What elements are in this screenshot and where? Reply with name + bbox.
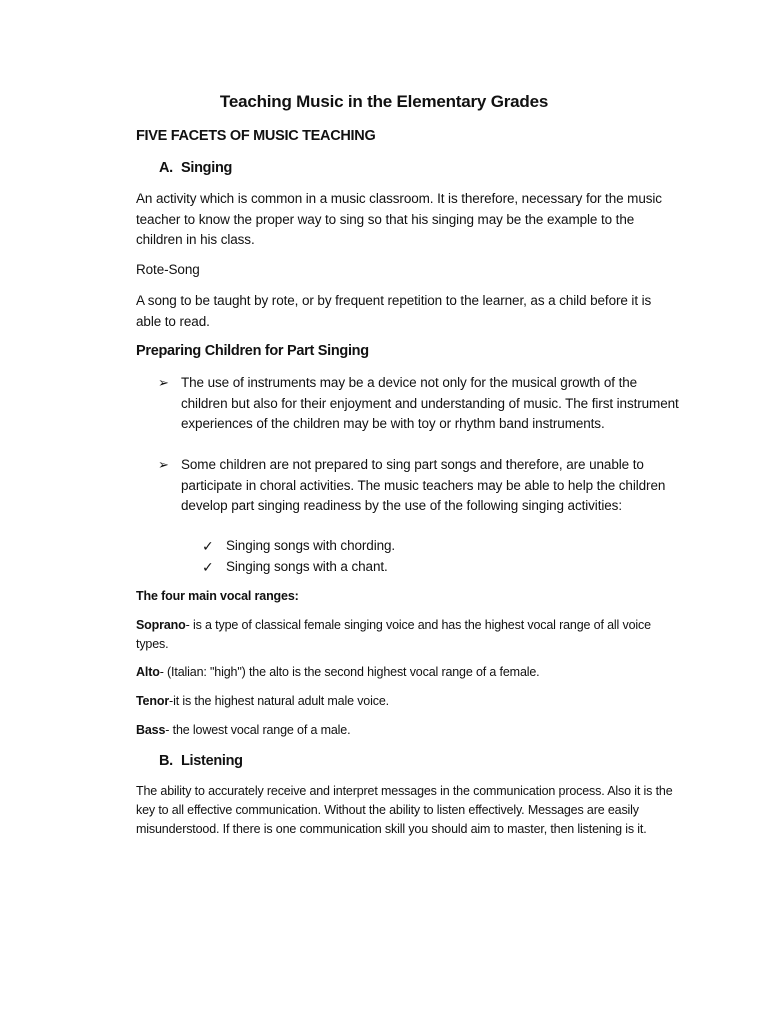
vocal-range-tenor: Tenor-it is the highest natural adult male voice. (136, 694, 389, 708)
section-a-label: Singing (181, 160, 233, 176)
section-a-letter: A. (159, 160, 173, 176)
section-b-letter: B. (159, 753, 173, 769)
range-term: Bass (136, 723, 166, 737)
range-term: Soprano (136, 618, 186, 632)
rote-song-label: Rote-Song (136, 262, 200, 277)
arrow-bullet-icon: ➢ (158, 457, 169, 472)
range-description: the lowest vocal range of a male. (172, 723, 351, 737)
list-item: The use of instruments may be a device not only for the musical growth of the children but also for their enjoyment and understanding of music. The first instrument experiences of the children may be with toy or rhythm band instruments. (181, 375, 679, 431)
vocal-range-alto: Alto- (Italian: "high") the alto is the second highest vocal range of a female. (136, 665, 540, 679)
vocal-range-bass: Bass- the lowest vocal range of a male. (136, 723, 351, 737)
section-a-heading (159, 160, 232, 176)
vocal-ranges-heading: The four main vocal ranges: (136, 589, 299, 603)
checkmark-icon: ✓ (202, 538, 214, 554)
singing-intro-paragraph: An activity which is common in a music classroom. It is therefore, necessary for the music teacher to know the proper way to sing so that his singing may be the example to the children in his class. (136, 191, 662, 247)
section-b-heading (159, 753, 243, 769)
list-item: Some children are not prepared to sing part songs and therefore, are unable to participate in choral activities. The music teachers may be able to help the children develop part singing readiness by the use of the following singing activities: (181, 457, 666, 513)
range-term: Tenor (136, 694, 170, 708)
vocal-range-soprano: Soprano- is a type of classical female singing voice and has the highest vocal range of all voice types. (136, 618, 651, 651)
list-item: Singing songs with a chant. (226, 559, 388, 574)
part-singing-heading: Preparing Children for Part Singing (136, 343, 369, 359)
checkmark-icon: ✓ (202, 559, 214, 575)
range-description: is a type of classical female singing voice and has the highest vocal range of all voice types. (136, 618, 651, 651)
main-heading: FIVE FACETS OF MUSIC TEACHING (136, 128, 376, 144)
listening-paragraph: The ability to accurately receive and interpret messages in the communication process. Also it is the key to all effective communication. Without the ability to listen effectively. Messages are easily misunderstood. If there is one communication skill you should aim to master, then listening is it. (136, 784, 673, 836)
section-b-label: Listening (181, 753, 243, 769)
range-term: Alto (136, 665, 160, 679)
rote-song-paragraph: A song to be taught by rote, or by frequent repetition to the learner, as a child before it is able to read. (136, 293, 652, 329)
list-item: Singing songs with chording. (226, 538, 396, 553)
document-title: Teaching Music in the Elementary Grades (219, 92, 549, 111)
range-description: it is the highest natural adult male voice. (173, 694, 389, 708)
arrow-bullet-icon: ➢ (158, 375, 169, 390)
range-description: (Italian: "high") the alto is the second highest vocal range of a female. (167, 665, 540, 679)
